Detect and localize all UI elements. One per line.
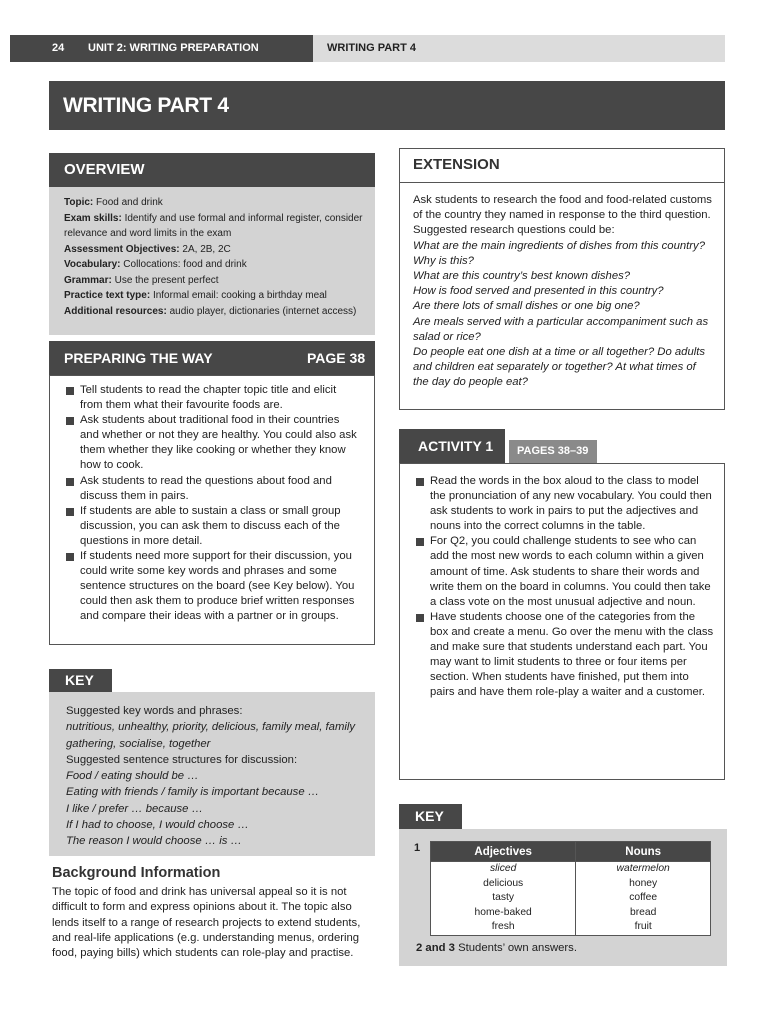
key-line: Suggested key words and phrases: <box>66 705 243 717</box>
page-title: WRITING PART 4 <box>63 94 229 117</box>
key-line: Eating with friends / family is important because … <box>66 786 320 799</box>
table-row <box>431 862 711 877</box>
table-row <box>431 906 711 921</box>
key-line: The reason I would choose … is … <box>66 835 242 848</box>
column-header-nouns: Nouns <box>576 842 711 862</box>
overview-panel <box>49 187 375 335</box>
overview-item: Exam skills: Identify and use formal and informal register, consider relevance and word limits in the exam <box>64 212 363 239</box>
answer-number: 1 <box>414 842 421 854</box>
table-cell: fruit <box>576 920 711 935</box>
list-item: If students need more support for their discussion, you could write some key words and phrases and some sentence structures on the board (see Key below). You could then ask them to produce brief written responses and compare their ideas with a partner or in groups. <box>66 549 361 624</box>
key-line: I like / prefer … because … <box>66 802 203 815</box>
preparing-heading: PREPARING THE WAY <box>64 350 213 366</box>
overview-item: Grammar: Use the present perfect <box>64 274 219 286</box>
activity-heading: ACTIVITY 1 <box>399 429 505 463</box>
extension-text <box>413 193 713 391</box>
table-cell: sliced <box>431 862 576 877</box>
answer-note-text: Students’ own answers. <box>458 942 577 954</box>
preparing-list <box>66 383 361 625</box>
key-line: Food / eating should be … <box>66 770 199 783</box>
table-cell: watermelon <box>576 862 711 877</box>
background-heading: Background Information <box>52 865 221 881</box>
activity-list <box>416 474 716 700</box>
activity-pages-tab: PAGES 38–39 <box>509 440 597 463</box>
answer-note-label: 2 and 3 <box>416 942 455 954</box>
key-line: Suggested sentence structures for discussion: <box>66 753 298 766</box>
extension-question: What are the main ingredients of dishes from this country? Why is this? <box>413 239 705 267</box>
table-cell: honey <box>576 877 711 892</box>
preparing-page-ref: PAGE 38 <box>307 350 366 366</box>
table-cell: delicious <box>431 877 576 892</box>
column-header-adjectives: Adjectives <box>431 842 576 862</box>
section-title: WRITING PART 4 <box>327 42 417 54</box>
overview-item: Topic: Food and drink <box>64 197 163 208</box>
overview-item: Practice text type: Informal email: cooking a birthday meal <box>64 290 327 301</box>
overview-item: Assessment Objectives: 2A, 2B, 2C <box>64 243 231 255</box>
key-heading: KEY <box>49 669 112 692</box>
extension-question: Do people eat one dish at a time or all together? Do adults and children eat separately or together? At what times of the day do people eat? <box>413 346 706 389</box>
answer-note <box>416 942 577 954</box>
list-item: Read the words in the box aloud to the class to model the pronunciation of any new vocabulary. You could then ask students to work in pairs to put the adjectives and nouns into the correct columns in the table. <box>416 474 716 534</box>
table-cell: tasty <box>431 891 576 906</box>
overview-heading: OVERVIEW <box>49 153 375 187</box>
list-item: Ask students to read the questions about food and discuss them in pairs. <box>66 474 361 504</box>
extension-question: Are there lots of small dishes or one big one? <box>413 300 640 313</box>
table-row <box>431 891 711 906</box>
table-row <box>431 920 711 935</box>
unit-title: UNIT 2: WRITING PREPARATION <box>88 42 259 54</box>
extension-question: How is food served and presented in this country? <box>413 285 664 298</box>
extension-divider <box>399 182 725 183</box>
table-cell: bread <box>576 906 711 921</box>
extension-heading: EXTENSION <box>413 156 500 173</box>
table-row <box>431 877 711 892</box>
extension-intro: Ask students to research the food and food-related customs of the country they named in response to the third question. Suggested research questions could be: <box>413 194 712 237</box>
table-cell: fresh <box>431 920 576 935</box>
overview-item: Vocabulary: Collocations: food and drink <box>64 259 247 270</box>
answer-key-heading: KEY <box>399 804 462 829</box>
list-item: Have students choose one of the categories from the box and create a menu. Go over the menu with the class and make sure that students understand each part. You may want to limit students to three or four items per section. When students have finished, put them into pairs and have them role-play a waiter and a customer. <box>416 610 716 701</box>
background-text: The topic of food and drink has universal appeal so it is not difficult to form and express opinions about it. The topic also lends itself to a range of research projects to extend students, and real-life applications (e.g. understanding menus, ordering food, paying bills) which students can role-play and practise. <box>52 886 361 960</box>
overview-item: Additional resources: audio player, dictionaries (internet access) <box>64 305 357 317</box>
key-panel <box>49 692 375 856</box>
list-item: If students are able to sustain a class or small group discussion, you can ask them to discuss each of the questions in more detail. <box>66 504 361 549</box>
table-header-row <box>431 842 711 862</box>
extension-question: What are this country’s best known dishes? <box>413 270 631 283</box>
page-number: 24 <box>52 42 65 54</box>
list-item: Tell students to read the chapter topic title and elicit from them what their favourite foods are. <box>66 383 361 413</box>
list-item: Ask students about traditional food in their countries and whether or not they are healthy. You could also ask them whether they like cooking or whether they know how to cook. <box>66 413 361 473</box>
table-cell: home-baked <box>431 906 576 921</box>
key-line: nutritious, unhealthy, priority, delicious, family meal, family gathering, socialise, together <box>66 721 356 750</box>
table-cell: coffee <box>576 891 711 906</box>
extension-question: Are meals served with a particular accompaniment such as salad or rice? <box>413 315 709 343</box>
key-line: If I had to choose, I would choose … <box>66 819 249 832</box>
answer-table <box>430 841 711 936</box>
list-item: For Q2, you could challenge students to see who can add the most new words to each column within a given amount of time. Ask students to share their words and write them on the board in columns. You could then take a class vote on the most unusual adjective and noun. <box>416 534 716 609</box>
